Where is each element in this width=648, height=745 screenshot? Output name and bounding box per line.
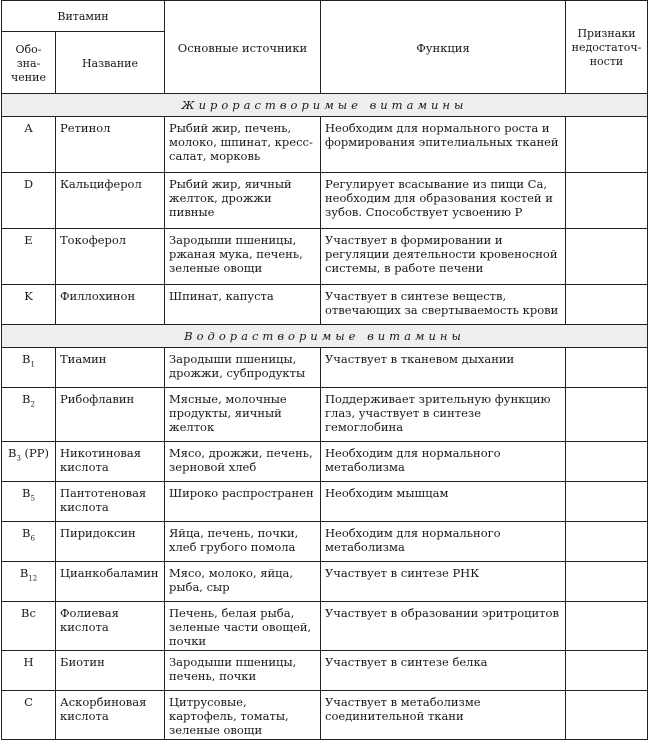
vitamin-code-subscript: 3 xyxy=(16,454,21,463)
vitamin-name: Пиридоксин xyxy=(56,522,165,562)
vitamin-code xyxy=(2,482,56,522)
vitamin-code xyxy=(2,348,56,388)
vitamin-code xyxy=(2,442,56,482)
vitamin-code-letter: B xyxy=(22,392,31,406)
vitamin-sources: Мясные, молочные продукты, яичный желток xyxy=(165,388,321,442)
table-row xyxy=(2,117,648,173)
section-fat-soluble-title: Жирорастворимые витамины xyxy=(2,94,648,117)
vitamin-function: Необходим мышцам xyxy=(321,482,566,522)
vitamin-function: Участвует в формировании и регуляции деятельности кровеносной системы, в работе печени xyxy=(321,229,566,285)
header-vitamin: Витамин xyxy=(2,1,165,32)
vitamin-deficiency xyxy=(566,229,648,285)
table-row xyxy=(2,482,648,522)
header-deficiency: Признаки недостаточ- ности xyxy=(566,1,648,94)
header-designation: Обо- зна- чение xyxy=(2,32,56,94)
vitamin-name: Рибофлавин xyxy=(56,388,165,442)
vitamin-deficiency xyxy=(566,522,648,562)
vitamin-sources: Цитрусовые, картофель, томаты, зеленые овощи xyxy=(165,691,321,740)
header-row-1 xyxy=(2,1,648,32)
table-row xyxy=(2,348,648,388)
vitamin-code-subscript: 5 xyxy=(30,494,35,503)
header-sources: Основные источники xyxy=(165,1,321,94)
table-row xyxy=(2,522,648,562)
vitamin-sources: Шпинат, капуста xyxy=(165,285,321,325)
table-row xyxy=(2,691,648,740)
vitamin-code-letter: D xyxy=(23,177,34,191)
header-name: Название xyxy=(56,32,165,94)
vitamin-deficiency xyxy=(566,602,648,651)
vitamin-sources: Печень, белая рыба, зеленые части овощей, почки xyxy=(165,602,321,651)
vitamin-function: Регулирует всасывание из пищи Са, необходим для образования костей и зубов. Способствует усвоению Р xyxy=(321,173,566,229)
vitamin-name: Цианкобаламин xyxy=(56,562,165,602)
vitamin-code xyxy=(2,562,56,602)
vitamin-code-letter: B xyxy=(22,486,31,500)
section-fat-soluble xyxy=(2,94,648,117)
vitamin-code-letter: A xyxy=(24,121,33,135)
vitamin-function: Участвует в синтезе РНК xyxy=(321,562,566,602)
vitamin-code-subscript: 2 xyxy=(30,400,35,409)
vitamin-name: Аскорбиновая кислота xyxy=(56,691,165,740)
vitamin-function: Участвует в синтезе белка xyxy=(321,651,566,691)
vitamin-code-subscript: 12 xyxy=(28,574,38,583)
vitamin-name: Тиамин xyxy=(56,348,165,388)
table-row xyxy=(2,388,648,442)
vitamins-table xyxy=(1,0,648,740)
vitamin-name: Никотиновая кислота xyxy=(56,442,165,482)
vitamin-name: Филлохинон xyxy=(56,285,165,325)
vitamin-code xyxy=(2,285,56,325)
vitamin-name: Токоферол xyxy=(56,229,165,285)
vitamin-sources: Мясо, дрожжи, печень, зерновой хлеб xyxy=(165,442,321,482)
vitamin-sources: Рыбий жир, яичный желток, дрожжи пивные xyxy=(165,173,321,229)
table-row xyxy=(2,562,648,602)
vitamin-code-subscript: 6 xyxy=(30,534,35,543)
vitamin-code xyxy=(2,602,56,651)
vitamin-function: Участвует в синтезе веществ, отвечающих за свертываемость крови xyxy=(321,285,566,325)
vitamin-sources: Зародыши пшеницы, ржаная мука, печень, зеленые овощи xyxy=(165,229,321,285)
vitamin-function: Необходим для нормального метаболизма xyxy=(321,522,566,562)
vitamin-function: Участвует в тканевом дыхании xyxy=(321,348,566,388)
vitamin-code xyxy=(2,522,56,562)
vitamin-code-suffix: (PP) xyxy=(20,446,50,460)
vitamin-deficiency xyxy=(566,285,648,325)
section-water-soluble xyxy=(2,325,648,348)
vitamin-deficiency xyxy=(566,651,648,691)
vitamin-sources: Яйца, печень, почки, хлеб грубого помола xyxy=(165,522,321,562)
vitamin-sources: Зародыши пшеницы, дрожжи, субпродукты xyxy=(165,348,321,388)
vitamin-code-letter: C xyxy=(24,695,33,709)
vitamin-code xyxy=(2,229,56,285)
vitamin-function: Необходим для нормального роста и формирования эпителиальных тканей xyxy=(321,117,566,173)
vitamin-code xyxy=(2,388,56,442)
vitamin-code xyxy=(2,173,56,229)
vitamin-name: Биотин xyxy=(56,651,165,691)
vitamin-sources: Широко распространен xyxy=(165,482,321,522)
vitamin-code-subscript: 1 xyxy=(30,360,35,369)
vitamin-deficiency xyxy=(566,117,648,173)
vitamin-deficiency xyxy=(566,691,648,740)
vitamin-name: Кальциферол xyxy=(56,173,165,229)
vitamin-code-letter: B xyxy=(19,566,29,580)
table-row xyxy=(2,651,648,691)
section-water-soluble-title: Водорастворимые витамины xyxy=(2,325,648,348)
vitamin-code-letter: E xyxy=(24,233,33,247)
vitamin-code xyxy=(2,691,56,740)
vitamin-function: Поддерживает зрительную функцию глаз, участвует в синтезе гемоглобина xyxy=(321,388,566,442)
table-row xyxy=(2,173,648,229)
vitamin-function: Участвует в образовании эритроцитов xyxy=(321,602,566,651)
vitamin-function: Необходим для нормального метаболизма xyxy=(321,442,566,482)
vitamin-code xyxy=(2,117,56,173)
vitamin-deficiency xyxy=(566,348,648,388)
vitamin-code xyxy=(2,651,56,691)
vitamin-code-letter: B xyxy=(22,526,31,540)
vitamin-name: Пантотеновая кислота xyxy=(56,482,165,522)
vitamin-name: Фолиевая кислота xyxy=(56,602,165,651)
vitamin-sources: Мясо, молоко, яйца, рыба, сыр xyxy=(165,562,321,602)
vitamin-deficiency xyxy=(566,562,648,602)
table-row xyxy=(2,442,648,482)
table-row xyxy=(2,229,648,285)
table-row xyxy=(2,285,648,325)
vitamin-deficiency xyxy=(566,442,648,482)
vitamin-deficiency xyxy=(566,482,648,522)
table-row xyxy=(2,602,648,651)
vitamin-deficiency xyxy=(566,173,648,229)
vitamin-code-letter: B xyxy=(22,352,31,366)
vitamin-code-letter: Bc xyxy=(21,606,36,620)
vitamin-name: Ретинол xyxy=(56,117,165,173)
vitamin-code-letter: H xyxy=(23,655,34,669)
vitamin-sources: Рыбий жир, печень, молоко, шпинат, кресс-салат, морковь xyxy=(165,117,321,173)
vitamin-code-letter: B xyxy=(7,446,17,460)
header-function: Функция xyxy=(321,1,566,94)
vitamin-code-letter: K xyxy=(24,289,33,303)
vitamin-function: Участвует в метаболизме соединительной ткани xyxy=(321,691,566,740)
vitamin-sources: Зародыши пшеницы, печень, почки xyxy=(165,651,321,691)
vitamin-deficiency xyxy=(566,388,648,442)
